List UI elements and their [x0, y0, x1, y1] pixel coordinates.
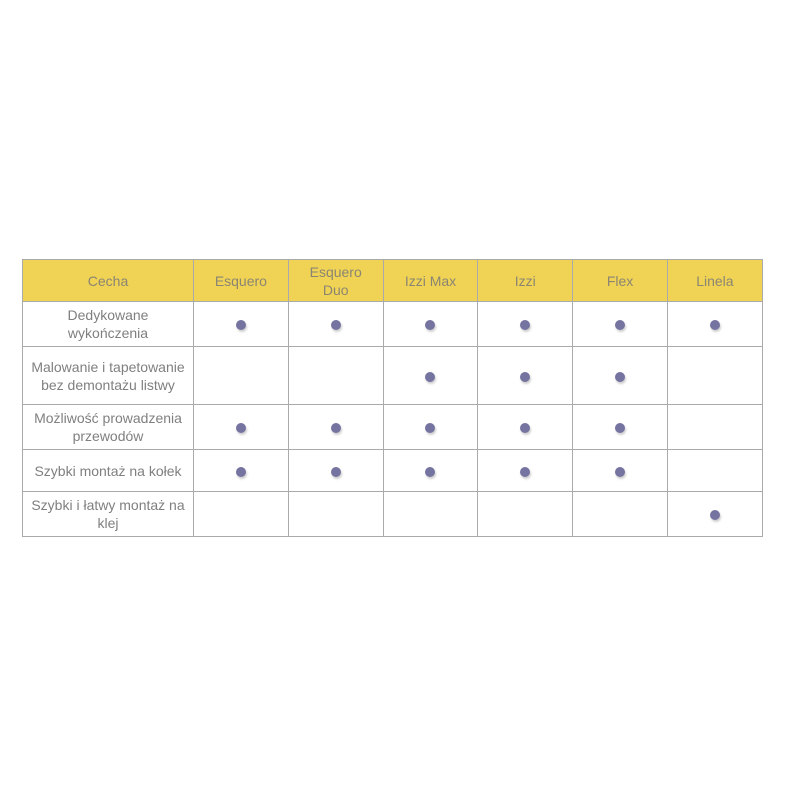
- column-header-izzi-max: Izzi Max: [383, 260, 478, 302]
- feature-dot: [520, 372, 530, 382]
- column-header-feature: Cecha: [23, 260, 194, 302]
- table-row: [23, 492, 763, 537]
- dot-cell: [194, 405, 289, 450]
- feature-dot: [520, 320, 530, 330]
- table-row: [23, 450, 763, 492]
- feature-label: Szybki i łatwy montaż na klej: [23, 492, 194, 537]
- dot-cell: [383, 492, 478, 537]
- dot-cell: [383, 405, 478, 450]
- table-row: [23, 347, 763, 405]
- feature-dot: [615, 372, 625, 382]
- feature-dot: [331, 423, 341, 433]
- feature-dot: [331, 467, 341, 477]
- dot-cell: [288, 492, 383, 537]
- dot-cell: [383, 450, 478, 492]
- column-header-esquero-duo: Esquero Duo: [288, 260, 383, 302]
- feature-dot: [615, 320, 625, 330]
- dot-cell: [288, 347, 383, 405]
- feature-dot: [615, 467, 625, 477]
- dot-cell: [573, 302, 668, 347]
- column-header-linela: Linela: [667, 260, 762, 302]
- dot-cell: [288, 302, 383, 347]
- dot-cell: [667, 492, 762, 537]
- dot-cell: [573, 450, 668, 492]
- dot-cell: [573, 492, 668, 537]
- feature-label: Możliwość prowadzenia przewodów: [23, 405, 194, 450]
- feature-dot: [425, 320, 435, 330]
- dot-cell: [667, 347, 762, 405]
- feature-dot: [425, 372, 435, 382]
- feature-dot: [236, 423, 246, 433]
- dot-cell: [194, 492, 289, 537]
- feature-dot: [615, 423, 625, 433]
- comparison-table-container: [22, 259, 762, 537]
- dot-cell: [478, 405, 573, 450]
- feature-label: Dedykowane wykończenia: [23, 302, 194, 347]
- dot-cell: [288, 405, 383, 450]
- feature-dot: [520, 467, 530, 477]
- column-header-flex: Flex: [573, 260, 668, 302]
- column-header-esquero: Esquero: [194, 260, 289, 302]
- feature-comparison-table: [22, 259, 763, 537]
- dot-cell: [478, 302, 573, 347]
- dot-cell: [194, 347, 289, 405]
- dot-cell: [667, 302, 762, 347]
- dot-cell: [288, 450, 383, 492]
- feature-dot: [425, 423, 435, 433]
- table-header-row: [23, 260, 763, 302]
- table-row: [23, 302, 763, 347]
- dot-cell: [194, 302, 289, 347]
- dot-cell: [383, 302, 478, 347]
- table-row: [23, 405, 763, 450]
- column-header-izzi: Izzi: [478, 260, 573, 302]
- feature-dot: [425, 467, 435, 477]
- feature-dot: [236, 467, 246, 477]
- feature-label: Szybki montaż na kołek: [23, 450, 194, 492]
- feature-dot: [236, 320, 246, 330]
- dot-cell: [194, 450, 289, 492]
- dot-cell: [573, 347, 668, 405]
- dot-cell: [478, 347, 573, 405]
- feature-label: Malowanie i tapetowanie bez demontażu listwy: [23, 347, 194, 405]
- feature-dot: [520, 423, 530, 433]
- feature-dot: [331, 320, 341, 330]
- dot-cell: [478, 450, 573, 492]
- feature-dot: [710, 510, 720, 520]
- dot-cell: [478, 492, 573, 537]
- dot-cell: [573, 405, 668, 450]
- dot-cell: [667, 405, 762, 450]
- dot-cell: [383, 347, 478, 405]
- dot-cell: [667, 450, 762, 492]
- feature-dot: [710, 320, 720, 330]
